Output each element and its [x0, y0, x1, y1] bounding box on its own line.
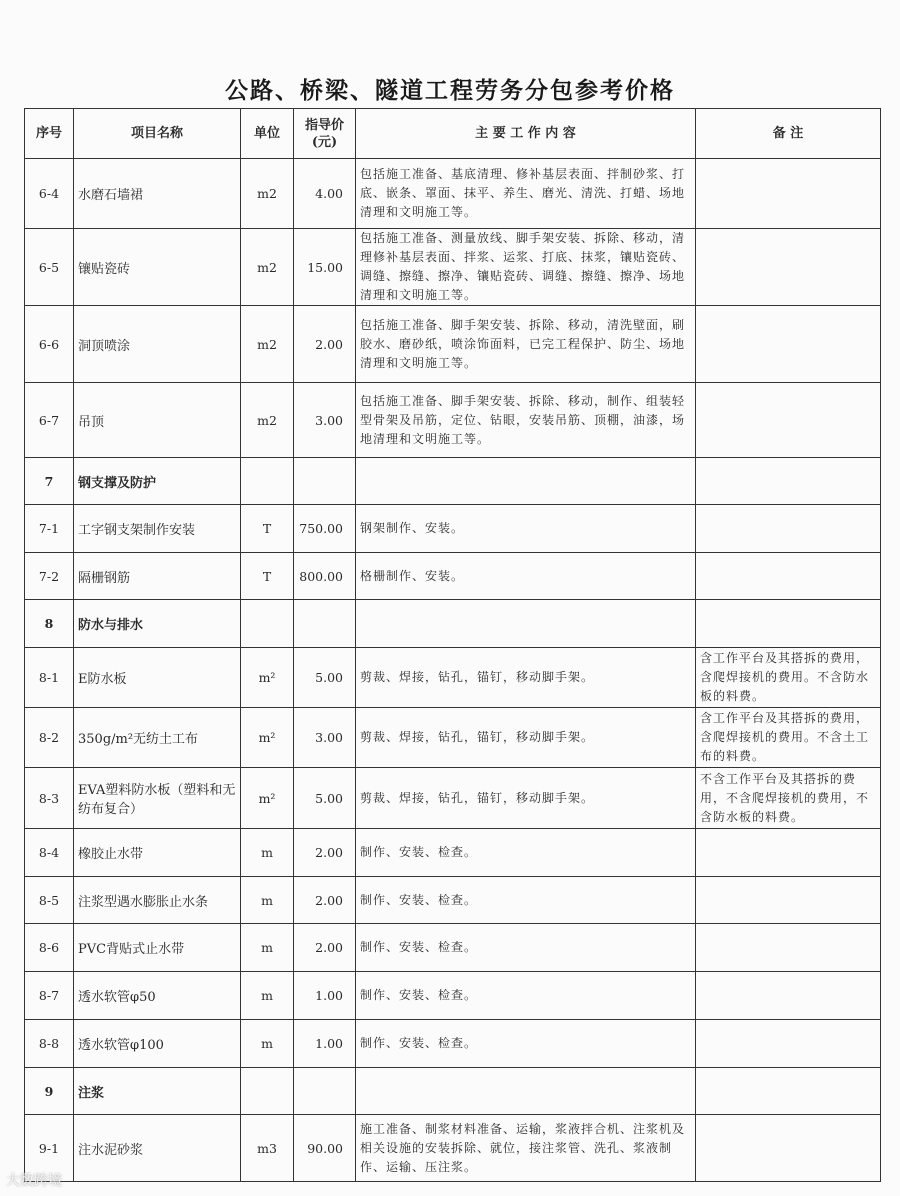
- row-no: 9-1: [25, 1115, 74, 1182]
- row-name: 钢支撑及防护: [74, 458, 241, 505]
- row-price: 5.00: [294, 768, 356, 829]
- row-note: [696, 1068, 881, 1115]
- row-no: 8-6: [25, 924, 74, 972]
- row-price: [294, 600, 356, 648]
- row-no: 8-3: [25, 768, 74, 829]
- row-unit: [241, 600, 294, 648]
- row-price: [294, 458, 356, 505]
- table-row: [25, 383, 881, 458]
- row-name: 隔栅钢筋: [74, 553, 241, 600]
- row-no: 8-5: [25, 877, 74, 924]
- row-unit: m: [241, 924, 294, 972]
- row-work: 钢架制作、安装。: [356, 505, 696, 553]
- header-work: 主 要 工 作 内 容: [356, 109, 696, 159]
- row-name: 透水软管φ100: [74, 1020, 241, 1068]
- table-row: [25, 924, 881, 972]
- row-work: 格栅制作、安装。: [356, 553, 696, 600]
- row-no: 8-8: [25, 1020, 74, 1068]
- watermark: 大数跨境: [6, 1173, 62, 1189]
- row-work: 制作、安装、检查。: [356, 877, 696, 924]
- row-unit: m: [241, 829, 294, 877]
- row-name: 防水与排水: [74, 600, 241, 648]
- row-work: 剪裁、焊接，钻孔，锚钉，移动脚手架。: [356, 768, 696, 829]
- row-price: 1.00: [294, 972, 356, 1020]
- row-note: 含工作平台及其搭拆的费用，含爬焊接机的费用。不含防水板的料费。: [696, 648, 881, 708]
- row-no: 6-5: [25, 229, 74, 306]
- header-price: 指导价 (元): [294, 109, 356, 159]
- row-note: [696, 229, 881, 306]
- row-unit: m: [241, 972, 294, 1020]
- row-name: PVC背贴式止水带: [74, 924, 241, 972]
- row-work: 制作、安装、检查。: [356, 924, 696, 972]
- row-name: 注浆: [74, 1068, 241, 1115]
- table-row: [25, 1020, 881, 1068]
- row-note: [696, 159, 881, 229]
- row-name: EVA塑料防水板（塑料和无纺布复合）: [74, 768, 241, 829]
- row-work: 包括施工准备、测量放线、脚手架安装、拆除、移动，清理修补基层表面、拌浆、运浆、打底、抹浆，镶贴瓷砖、调缝、擦缝、擦净、镶贴瓷砖、调缝、擦缝、擦净、场地清理和文明施工等。: [356, 229, 696, 306]
- header-no: 序号: [25, 109, 74, 159]
- row-price: 2.00: [294, 877, 356, 924]
- row-note: [696, 829, 881, 877]
- row-name: 工字钢支架制作安装: [74, 505, 241, 553]
- row-note: [696, 553, 881, 600]
- row-name: 透水软管φ50: [74, 972, 241, 1020]
- row-note: [696, 306, 881, 383]
- row-price: 15.00: [294, 229, 356, 306]
- table-row: [25, 553, 881, 600]
- row-work: 制作、安装、检查。: [356, 829, 696, 877]
- row-price: 750.00: [294, 505, 356, 553]
- section-row: [25, 1068, 881, 1115]
- row-unit: m²: [241, 708, 294, 768]
- row-work: [356, 600, 696, 648]
- row-work: 包括施工准备、基底清理、修补基层表面、拌制砂浆、打底、嵌条、罩面、抹平、养生、磨光、清洗、打蜡、场地清理和文明施工等。: [356, 159, 696, 229]
- row-work: [356, 1068, 696, 1115]
- row-unit: m2: [241, 159, 294, 229]
- header-note: 备 注: [696, 109, 881, 159]
- row-unit: T: [241, 553, 294, 600]
- row-no: 6-7: [25, 383, 74, 458]
- row-name: 橡胶止水带: [74, 829, 241, 877]
- row-note: [696, 383, 881, 458]
- table-row: [25, 972, 881, 1020]
- row-unit: m2: [241, 383, 294, 458]
- row-work: 制作、安装、检查。: [356, 1020, 696, 1068]
- row-no: 8: [25, 600, 74, 648]
- row-note: [696, 1020, 881, 1068]
- row-unit: T: [241, 505, 294, 553]
- table-row: [25, 159, 881, 229]
- section-row: [25, 600, 881, 648]
- row-note: [696, 1115, 881, 1182]
- row-price: 4.00: [294, 159, 356, 229]
- row-no: 8-1: [25, 648, 74, 708]
- row-work: 制作、安装、检查。: [356, 972, 696, 1020]
- row-name: 镶贴瓷砖: [74, 229, 241, 306]
- table-row: [25, 505, 881, 553]
- document-title: 公路、桥梁、隧道工程劳务分包参考价格: [225, 77, 675, 104]
- table-row: [25, 708, 881, 768]
- row-work: 剪裁、焊接，钻孔，锚钉，移动脚手架。: [356, 708, 696, 768]
- row-no: 6-4: [25, 159, 74, 229]
- row-price: 2.00: [294, 306, 356, 383]
- row-note: [696, 924, 881, 972]
- row-work: 包括施工准备、脚手架安装、拆除、移动，清洗壁面，刷胶水、磨砂纸，喷涂饰面料，已完工程保护、防尘、场地清理和文明施工等。: [356, 306, 696, 383]
- table-row: [25, 877, 881, 924]
- table-row: [25, 768, 881, 829]
- table-row: [25, 829, 881, 877]
- row-unit: [241, 458, 294, 505]
- row-work: 施工准备、制浆材料准备、运输，浆液拌合机、注浆机及相关设施的安装拆除、就位，接注浆管、洗孔、浆液制作、运输、压注浆。: [356, 1115, 696, 1182]
- row-note: [696, 505, 881, 553]
- table-header-row: [25, 109, 881, 159]
- row-price: [294, 1068, 356, 1115]
- table-row: [25, 648, 881, 708]
- row-note: [696, 458, 881, 505]
- row-unit: m²: [241, 648, 294, 708]
- row-no: 8-2: [25, 708, 74, 768]
- row-note: 不含工作平台及其搭拆的费用，不含爬焊接机的费用，不含防水板的料费。: [696, 768, 881, 829]
- row-no: 9: [25, 1068, 74, 1115]
- row-name: E防水板: [74, 648, 241, 708]
- row-price: 90.00: [294, 1115, 356, 1182]
- section-row: [25, 458, 881, 505]
- header-name: 项目名称: [74, 109, 241, 159]
- row-note: [696, 600, 881, 648]
- row-price: 3.00: [294, 708, 356, 768]
- row-no: 6-6: [25, 306, 74, 383]
- row-price: 800.00: [294, 553, 356, 600]
- row-note: [696, 972, 881, 1020]
- row-price: 2.00: [294, 924, 356, 972]
- table-row: [25, 229, 881, 306]
- row-name: 洞顶喷涂: [74, 306, 241, 383]
- row-unit: m3: [241, 1115, 294, 1182]
- header-unit: 单位: [241, 109, 294, 159]
- row-no: 7-1: [25, 505, 74, 553]
- row-name: 注浆型遇水膨胀止水条: [74, 877, 241, 924]
- row-unit: [241, 1068, 294, 1115]
- row-no: 8-7: [25, 972, 74, 1020]
- row-price: 5.00: [294, 648, 356, 708]
- row-no: 7: [25, 458, 74, 505]
- row-price: 2.00: [294, 829, 356, 877]
- row-work: 剪裁、焊接，钻孔，锚钉，移动脚手架。: [356, 648, 696, 708]
- row-unit: m²: [241, 768, 294, 829]
- row-note: 含工作平台及其搭拆的费用，含爬焊接机的费用。不含土工布的料费。: [696, 708, 881, 768]
- row-price: 3.00: [294, 383, 356, 458]
- row-no: 7-2: [25, 553, 74, 600]
- row-unit: m2: [241, 229, 294, 306]
- row-price: 1.00: [294, 1020, 356, 1068]
- row-unit: m: [241, 877, 294, 924]
- row-unit: m2: [241, 306, 294, 383]
- row-unit: m: [241, 1020, 294, 1068]
- row-name: 注水泥砂浆: [74, 1115, 241, 1182]
- row-work: [356, 458, 696, 505]
- row-note: [696, 877, 881, 924]
- row-name: 350g/m²无纺土工布: [74, 708, 241, 768]
- row-work: 包括施工准备、脚手架安装、拆除、移动，制作、组装轻型骨架及吊筋，定位、钻眼，安装吊筋、顶棚，油漆，场地清理和文明施工等。: [356, 383, 696, 458]
- row-name: 吊顶: [74, 383, 241, 458]
- row-no: 8-4: [25, 829, 74, 877]
- price-table: [24, 108, 881, 1182]
- table-row: [25, 1115, 881, 1182]
- table-row: [25, 306, 881, 383]
- row-name: 水磨石墙裙: [74, 159, 241, 229]
